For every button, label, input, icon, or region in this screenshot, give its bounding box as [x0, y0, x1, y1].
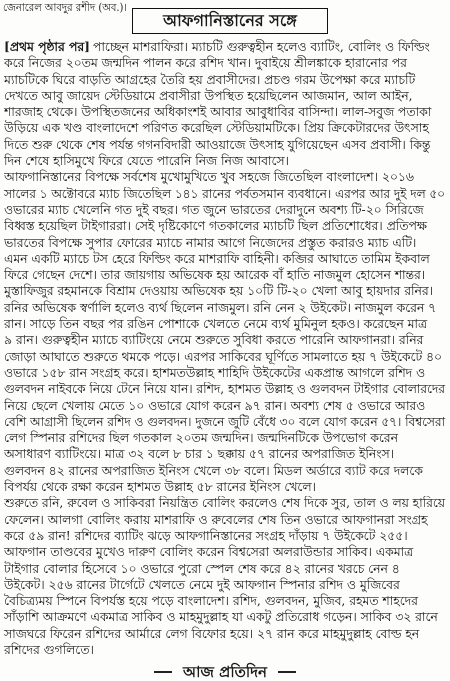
article-line-text-wrap [4, 545, 413, 559]
article-line-text: শারজাহ থেকে। উপস্থিতজনের অধিকাংশই আবার আবুধাবির বাসিন্দা। লাল-সবুজ পতাকা [4, 105, 432, 120]
article-line-text: গুলবদন নাইবকে নিয়ে টেনে নিয়ে যান। রশিদ, হাশমত উল্লাহ ও গুলবদন টাইগার বোলারদের [4, 382, 445, 397]
article-line-text-wrap [4, 89, 412, 103]
article-line-text: ৯ রান। গুরুত্বহীন ম্যাচে ব্যাটিংয়ে নেমে শুরুতে সুবিধা করতে পারেনি আফগানরা। রনির [4, 333, 424, 348]
article-line [4, 414, 446, 430]
continued-from-front-page-marker: [প্রথম পৃষ্ঠার পর] [4, 39, 90, 54]
byline-text: জেনারেল আবদুর রশীদ (অব.)। [3, 1, 127, 14]
article-line [4, 398, 446, 414]
article-line-text: লেগ স্পিনার রশিদের ছিল গতকাল ২০তম জন্মদিন। জন্মদিনটিকে উপভোগ করেন [4, 431, 398, 446]
article-line [4, 577, 446, 593]
article-line-text: পাচ্ছেন মাশরাফিরা। ম্যাচটি গুরুত্বহীন হলেও ব্যাটিং, বোলিং ও ফিল্ডিং [92, 40, 430, 54]
article-line-text-wrap [4, 40, 430, 54]
article-line [4, 169, 446, 185]
article-line-text-wrap [4, 203, 423, 217]
article-line-text-wrap [4, 268, 425, 282]
article-line [4, 235, 446, 251]
article-line-text-wrap [4, 138, 430, 152]
article-line-text-wrap [4, 170, 414, 184]
article-line-text-wrap [4, 495, 445, 511]
article-line-text: করে ৫৯ রান! রশিদের ব্যাটিং ঝড়ে আফগানিস্তানের সংগ্রহ দাঁড়ায় ৭ উইকেটে ২৫৫। [4, 528, 408, 543]
article-line-text-wrap [4, 121, 429, 135]
article-line-text-wrap [4, 219, 427, 233]
article-line-text: করে নিজের ২০তম জন্মদিন পালন করে রশিদ খান। দুবাইয়ে শ্রীলঙ্কাকে হারানোর পর [4, 56, 407, 71]
headline: আফগানিস্তানের সঙ্গে [163, 11, 297, 30]
article-paragraph [4, 39, 446, 169]
article-line [4, 626, 446, 642]
article-line-text-wrap [4, 186, 445, 202]
article-line-text-wrap [4, 350, 442, 364]
article-line-text-wrap [4, 562, 400, 576]
article-line [4, 267, 446, 283]
article-line-text: ওভারে ১৫৮ রান সংগ্রহ করে। হাশমতউল্লাহ শাহিদি উইকেটের একপ্রান্ত আগলে রশিদ ও [4, 365, 426, 380]
article-line-text: আফগানিস্তানের বিপক্ষে সর্বশেষ মুখোমুখিতে খুব সহজে জিতেছিল বাংলাদেশ। ২০১৬ [4, 170, 414, 185]
article-line [4, 365, 446, 381]
article-line [4, 72, 446, 88]
article-line-text-wrap [4, 105, 431, 119]
article-line-text: সাঁড়াশি আক্রমণে একমাত্র সাকিব ও মাহমুদুল্লাহ যা একটু প্রতিরোধ গড়েন। সাকিব ৩২ রানে [4, 610, 438, 625]
article-line [4, 283, 446, 299]
article-line [4, 349, 446, 365]
article-line-text: বৈচিত্র্যময় স্পিনে বিপর্যস্ত হয়ে পড়ে বাংলাদেশ। রশিদ, গুলবদন, মুজিব, রহমত শাহদের [4, 594, 418, 609]
article-line [4, 39, 446, 55]
article-line [4, 137, 446, 153]
article-line-text: ম্যাচটিকে ঘিরে বাড়তি আগ্রহের তৈরি হয় প্রবাসীদের। প্রচণ্ড গরম উপেক্ষা করে ম্যাচটি [4, 72, 416, 87]
article-line [4, 186, 446, 202]
article-line [4, 430, 446, 446]
article-line-text-wrap [4, 578, 400, 592]
article-line-text-wrap [4, 513, 427, 527]
article-line-text: জোড়া আঘাতে শুরুতে থমকে পড়ে। এরপর সাকিবের ঘূর্ণিতে সামলাতে হয় ৭ উইকেটে ৪০ [4, 349, 443, 364]
nameplate-left-rule [154, 671, 172, 673]
article-line-text-wrap [4, 366, 425, 380]
article-line-text: আফগান তাণ্ডবের মুখেও দারুণ বোলিং করেন বিশ্বসেরা অলরাউন্ডার সাকিব। একমাত্র [4, 545, 414, 560]
article-line-text-wrap [4, 431, 398, 445]
article-line-text-wrap [4, 252, 430, 266]
article-line-text: রান। সাড়ে তিন বছর পর রঙিন পোশাকে খেলতে নেমে ব্যর্থ মুমিনুল হকও। করেছেন মাত্র [4, 317, 427, 332]
byline-fragment [3, 0, 128, 15]
article-line [4, 528, 446, 544]
article-line-text: ফিরে গেছেন দেশে। তার জায়গায় অভিষেক হয় আরেক বাঁ হাতি নাজমুল হোসেন শান্তর। [4, 268, 426, 283]
article-line-text: রশিদের গুগলিতে। [4, 642, 94, 657]
article-line [4, 120, 446, 136]
article-line-text: মুস্তাফিজুর রহমানকে বিশ্রাম দেওয়ায় অভিষেক হয় ১০টি টি-২০ খেলা আবু হায়দার রনির। [4, 284, 433, 299]
article-line-text: টাইগার বোলার হিসেবে ১০ ওভারে পুরো স্পেল শেষ করে ৪২ রানের খরচে নেন ৪ [4, 561, 400, 576]
article-line [4, 642, 446, 658]
article-line [4, 332, 446, 348]
nameplate-text: আজ প্রতিদিন [182, 663, 267, 681]
article-line-text: উইকেট। ২৫৬ রানের টার্গেটে খেলতে নেমে দুই আফগান স্পিনার রশিদ ও মুজিবের [4, 577, 400, 592]
nameplate-right-rule [278, 671, 296, 673]
article-line-text-wrap [4, 73, 415, 87]
article-paragraph [4, 169, 446, 495]
article-line [4, 593, 446, 609]
article-line-text: ফেলেন। আলগা বোলিং করায় মাশরাফি ও রুবেলের শেষ তিন ওভারে আফগানরা সংগ্রহ [4, 512, 428, 527]
article-line-text: দেখতে আবু জায়েদ স্টেডিয়ামে প্রবাসীরা উপস্থিত হয়েছিলেন আজমান, আল আইন, [4, 88, 413, 103]
article-line-text-wrap [4, 381, 445, 397]
article-line-text-wrap [4, 333, 423, 347]
article-line-text-wrap [4, 610, 438, 624]
article-line-text-wrap [4, 529, 408, 543]
article-line-text-wrap [4, 236, 416, 250]
article-paragraph [4, 495, 446, 658]
article-line [4, 479, 446, 495]
article-line [4, 561, 446, 577]
article-line [4, 300, 446, 316]
article-line-text: ওভারের ম্যাচ খেলেনি গত দুই বছর। গত জুনে ভারতের দেরাদুনে অবশ্য টি-২০ সিরিজে [4, 202, 424, 217]
article-line-text-wrap [4, 414, 445, 430]
article-line-text: দিতে শুরু থেকে শেষ পর্যন্ত গগনবিদারী আওয়াজে উৎসাহ যুগিয়েছেন এসব প্রবাসী। কিন্তু [4, 137, 431, 152]
article-line [4, 153, 446, 169]
article-line-text: সাজঘরে ফিরেন রশিদের আর্মারে লেগ বিফোর হয়ে। ২৭ রান করে মাহমুদুল্লাহ বোল্ড হন [4, 626, 420, 641]
article-line [4, 495, 446, 511]
article-line-text: দিন শেষে হাসিমুখে ফিরে যেতে পারেনি নিজ নিজ আবাসে। [4, 154, 289, 169]
article-line-text-wrap [4, 317, 427, 331]
article-body [4, 39, 446, 660]
article-line-text-wrap [4, 627, 419, 641]
article-line-text-wrap [4, 464, 423, 478]
article-line-text: এমন একটি ম্যাচে টস হেরে ফিল্ডিং করে মাশরাফি বাহিনী। কব্জির আঘাতে তামিম ইকবাল [4, 251, 430, 266]
article-line [4, 218, 446, 234]
article-line [4, 251, 446, 267]
article-line-text: বিধ্বস্ত হয়েছিল টাইগাররা। সেই দৃষ্টিকোণে গতকালের ম্যাচটি ছিল প্রতিশোধের। প্রতিপক্ষ [4, 219, 427, 234]
article-line-text: নিয়ে ছেলে খেলায় মেতে ১০ ওভারে যোগ করেন ৯৭ রান। অবশ্য শেষ ৫ ওভারে আরও [4, 398, 426, 413]
article-line-text-wrap [4, 643, 94, 657]
article-line [4, 463, 446, 479]
article-line-text: ভারতের বিপক্ষে সুপার ফোরের ম্যাচে নামার আগে নিজেদের প্রস্তুত করারও ম্যাচ এটি। [4, 235, 417, 250]
article-line [4, 88, 446, 104]
article-line-text: বিপর্যয় থেকে রক্ষা করেন হাশমত উল্লাহ ৫৮ রানের ইনিংস খেলে। [4, 480, 316, 495]
article-line-text-wrap [4, 56, 407, 70]
newspaper-nameplate [150, 662, 300, 681]
article-line-text-wrap [4, 480, 316, 494]
article-line-text-wrap [4, 301, 436, 315]
article-line-text: বেশি আগ্রাসী ছিলেন রশিদ ও গুলবদন। দুজনে জুটি বেঁধে ৩০ বলে যোগ করেন ৫৭। বিশ্বসেরা [4, 414, 445, 429]
article-line [4, 104, 446, 120]
article-line-text: গুলবদন ৪২ রানের অপরাজিত ইনিংস খেলে ৩৮ বলে। মিডল অর্ডারে ব্যাট করে দলকে [4, 463, 423, 478]
article-line-text-wrap [4, 447, 394, 461]
article-line [4, 609, 446, 625]
article-line-text-wrap [4, 154, 289, 168]
article-line [4, 446, 446, 462]
article-line-text-wrap [4, 284, 433, 298]
article-line [4, 316, 446, 332]
article-line [4, 544, 446, 560]
headline-box [132, 8, 328, 34]
article-line-text: রনির অভিষেক স্বর্ণালি হলেও ব্যর্থ ছিলেন নাজমুল। রনি নেন ২ উইকেট। নাজমুল করেন ৭ [4, 300, 437, 315]
article-line-text: শুরুতে রনি, রুবেল ও সাকিবরা নিয়ন্ত্রিত বোলিং করলেও শেষ দিকে সুর, তাল ও লয় হারিয়ে [4, 496, 445, 511]
article-line-text-wrap [4, 594, 418, 608]
article-line-text: অসাধারণ ব্যাটিংয়ে। মাত্র ৩২ বলে ৮ চার ১ ছক্কায় ৫৭ রানের অপরাজিত ইনিংস। [4, 447, 395, 462]
article-line [4, 512, 446, 528]
article-line [4, 202, 446, 218]
article-line [4, 381, 446, 397]
article-line-text-wrap [4, 399, 425, 413]
article-line-text: উড়িয়ে এক খণ্ড বাংলাদেশে পরিণত করেছিল স্টেডিয়ামটিকে। প্রিয় ক্রিকেটারদের উৎসাহ [4, 121, 429, 136]
article-line [4, 55, 446, 71]
article-line-text: সালের ১ অক্টোবরে ম্যাচ জিতেছিল ১৪১ রানের পর্বতসমান ব্যবধানে। এরপর আর দুই দল ৫০ [4, 186, 445, 201]
